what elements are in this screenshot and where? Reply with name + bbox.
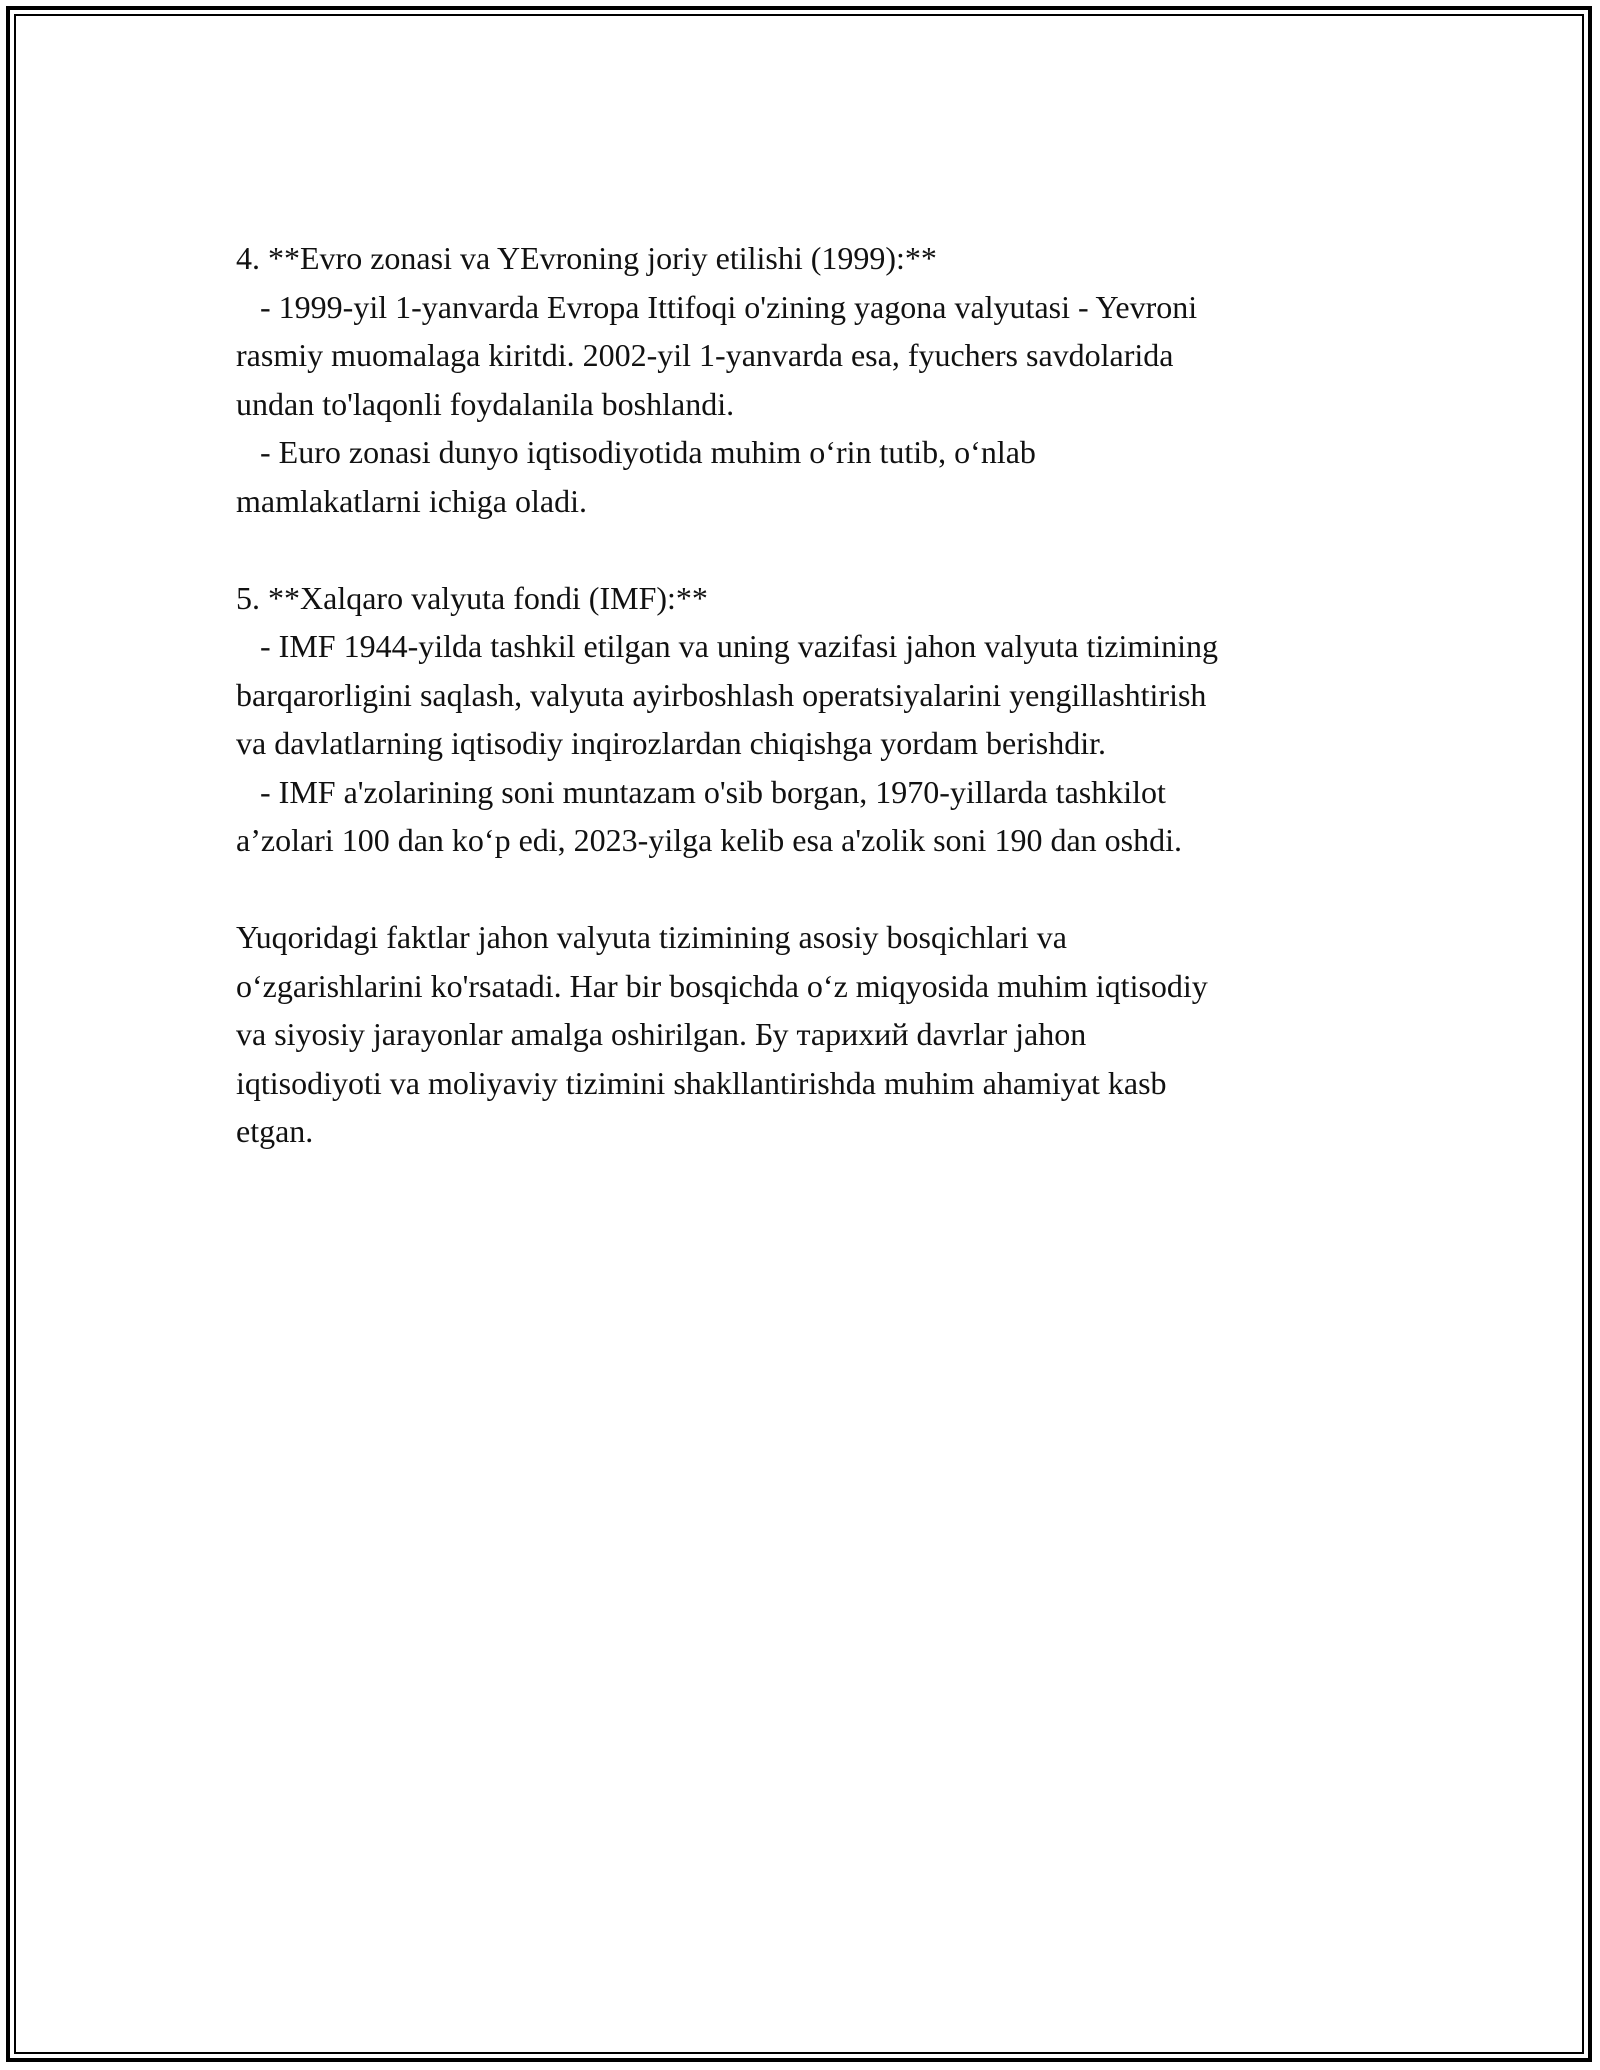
document-body xyxy=(236,234,1376,1156)
text-line: - Euro zonasi dunyo iqtisodiyotida muhim oʻrin tutib, oʻnlab xyxy=(236,434,1036,470)
text-line: undan to'laqonli foydalanila boshlandi. xyxy=(236,385,735,422)
section-heading: 4. **Evro zonasi va YEvroning joriy etilishi (1999):** xyxy=(236,240,937,276)
text-line: va siyosiy jarayonlar amalga oshirilgan. Бу тарихий davrlar jahon xyxy=(236,1016,1087,1052)
bullet-item xyxy=(236,622,1376,768)
text-line: oʻzgarishlarini ko'rsatadi. Har bir bosqichda oʻz miqyosida muhim iqtisodiy xyxy=(236,967,1208,1004)
text-line: va davlatlarning iqtisodiy inqirozlardan chiqishga yordam berishdir. xyxy=(236,725,1107,761)
text-line: Yuqoridagi faktlar jahon valyuta tizimining asosiy bosqichlari va xyxy=(236,919,1067,955)
paragraph-spacer xyxy=(236,865,1376,914)
section-heading: 5. **Xalqaro valyuta fondi (IMF):** xyxy=(236,579,708,616)
text-line: a’zolari 100 dan koʻp edi, 2023-yilga kelib esa a'zolik soni 190 dan oshdi. xyxy=(236,822,1182,858)
bullet-item xyxy=(236,428,1376,525)
section-5 xyxy=(236,574,1376,865)
text-line: etgan. xyxy=(236,1113,314,1149)
bullet-item xyxy=(236,768,1376,865)
section-4 xyxy=(236,234,1376,525)
bullet-item xyxy=(236,283,1376,429)
text-line: - IMF a'zolarining soni muntazam o'sib borgan, 1970-yillarda tashkilot xyxy=(236,773,1166,810)
text-line: - 1999-yil 1-yanvarda Evropa Ittifoqi o'zining yagona valyutasi - Yevroni xyxy=(236,288,1198,325)
text-line: barqarorligini saqlash, valyuta ayirboshlash operatsiyalarini yengillashtirish xyxy=(236,676,1207,713)
paragraph-spacer xyxy=(236,525,1376,574)
text-line: mamlakatlarni ichiga oladi. xyxy=(236,482,587,519)
text-line: iqtisodiyoti va moliyaviy tizimini shakllantirishda muhim ahamiyat kasb xyxy=(236,1064,1167,1101)
conclusion-paragraph xyxy=(236,913,1376,1156)
text-line: - IMF 1944-yilda tashkil etilgan va uning vazifasi jahon valyuta tizimining xyxy=(236,628,1219,664)
text-line: rasmiy muomalaga kiritdi. 2002-yil 1-yanvarda esa, fyuchers savdolarida xyxy=(236,337,1174,373)
